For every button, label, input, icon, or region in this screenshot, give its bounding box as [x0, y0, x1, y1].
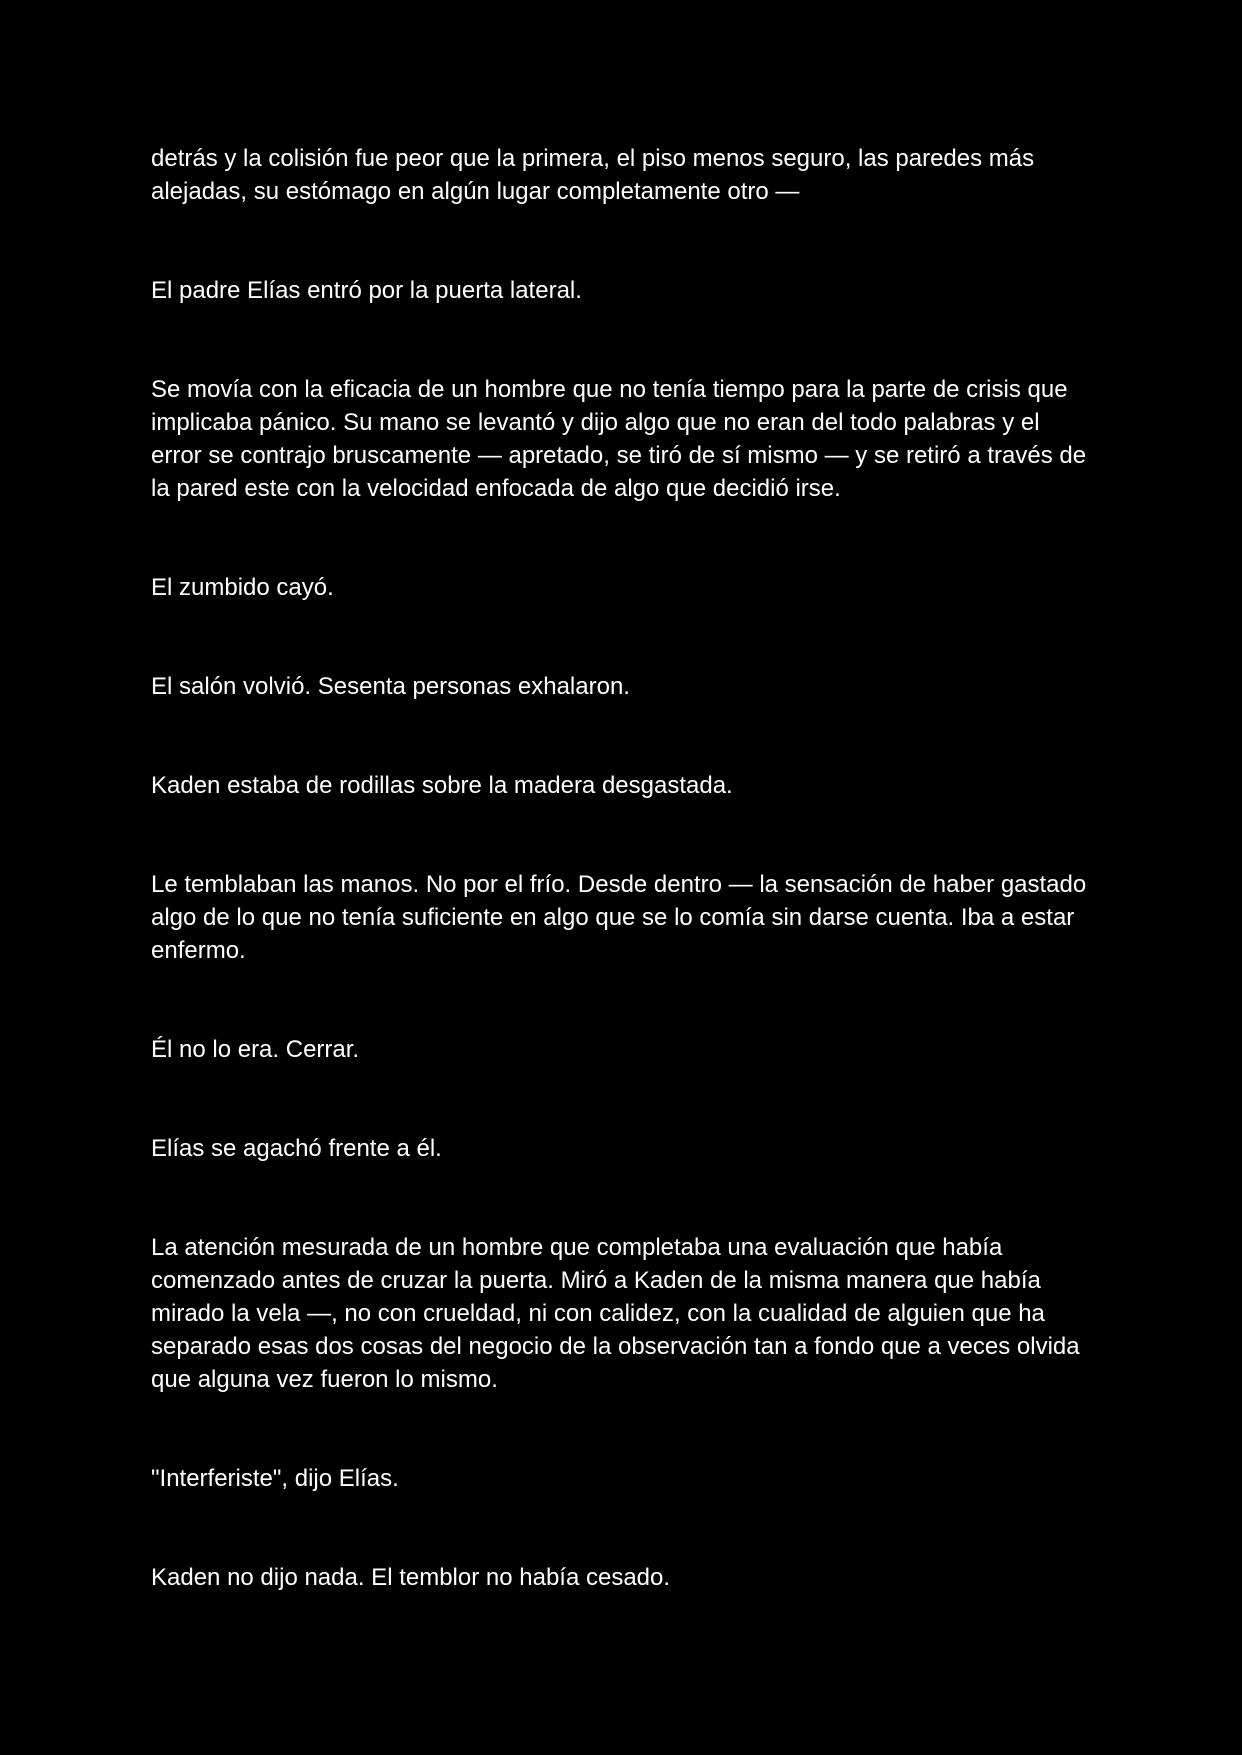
paragraph: Elías se agachó frente a él.: [151, 1135, 442, 1162]
paragraph: Le temblaban las manos. No por el frío. Desde dentro — la sensación de haber gastado algo de lo que no tenía suficiente en algo que se lo comía sin darse cuenta. Iba a estar enfermo.: [151, 871, 1087, 964]
paragraph: Kaden no dijo nada. El temblor no había cesado.: [151, 1564, 671, 1591]
paragraph: Kaden estaba de rodillas sobre la madera desgastada.: [151, 772, 733, 799]
paragraph: detrás y la colisión fue peor que la primera, el piso menos seguro, las paredes más alejadas, su estómago en algún lugar completamente otro —: [151, 145, 1035, 205]
paragraph: Se movía con la eficacia de un hombre que no tenía tiempo para la parte de crisis que implicaba pánico. Su mano se levantó y dijo algo que no eran del todo palabras y el error se contrajo bruscamente — apretado, se tiró de sí mismo — y se retiró a través de la pared este con la velocidad enfocada de algo que decidió irse.: [151, 376, 1087, 502]
paragraph: El padre Elías entró por la puerta lateral.: [151, 277, 582, 304]
paragraph: Él no lo era. Cerrar.: [151, 1036, 360, 1063]
paragraph: "Interferiste", dijo Elías.: [151, 1465, 399, 1492]
document-page: [151, 142, 1096, 1660]
paragraph: La atención mesurada de un hombre que completaba una evaluación que había comenzado antes de cruzar la puerta. Miró a Kaden de la misma manera que había mirado la vela —, no con crueldad, ni con calidez, con la cualidad de alguien que ha separado esas dos cosas del negocio de la observación tan a fondo que a veces olvida que alguna vez fueron lo mismo.: [151, 1234, 1080, 1393]
paragraph: El salón volvió. Sesenta personas exhalaron.: [151, 673, 630, 700]
paragraph: El zumbido cayó.: [151, 574, 334, 601]
